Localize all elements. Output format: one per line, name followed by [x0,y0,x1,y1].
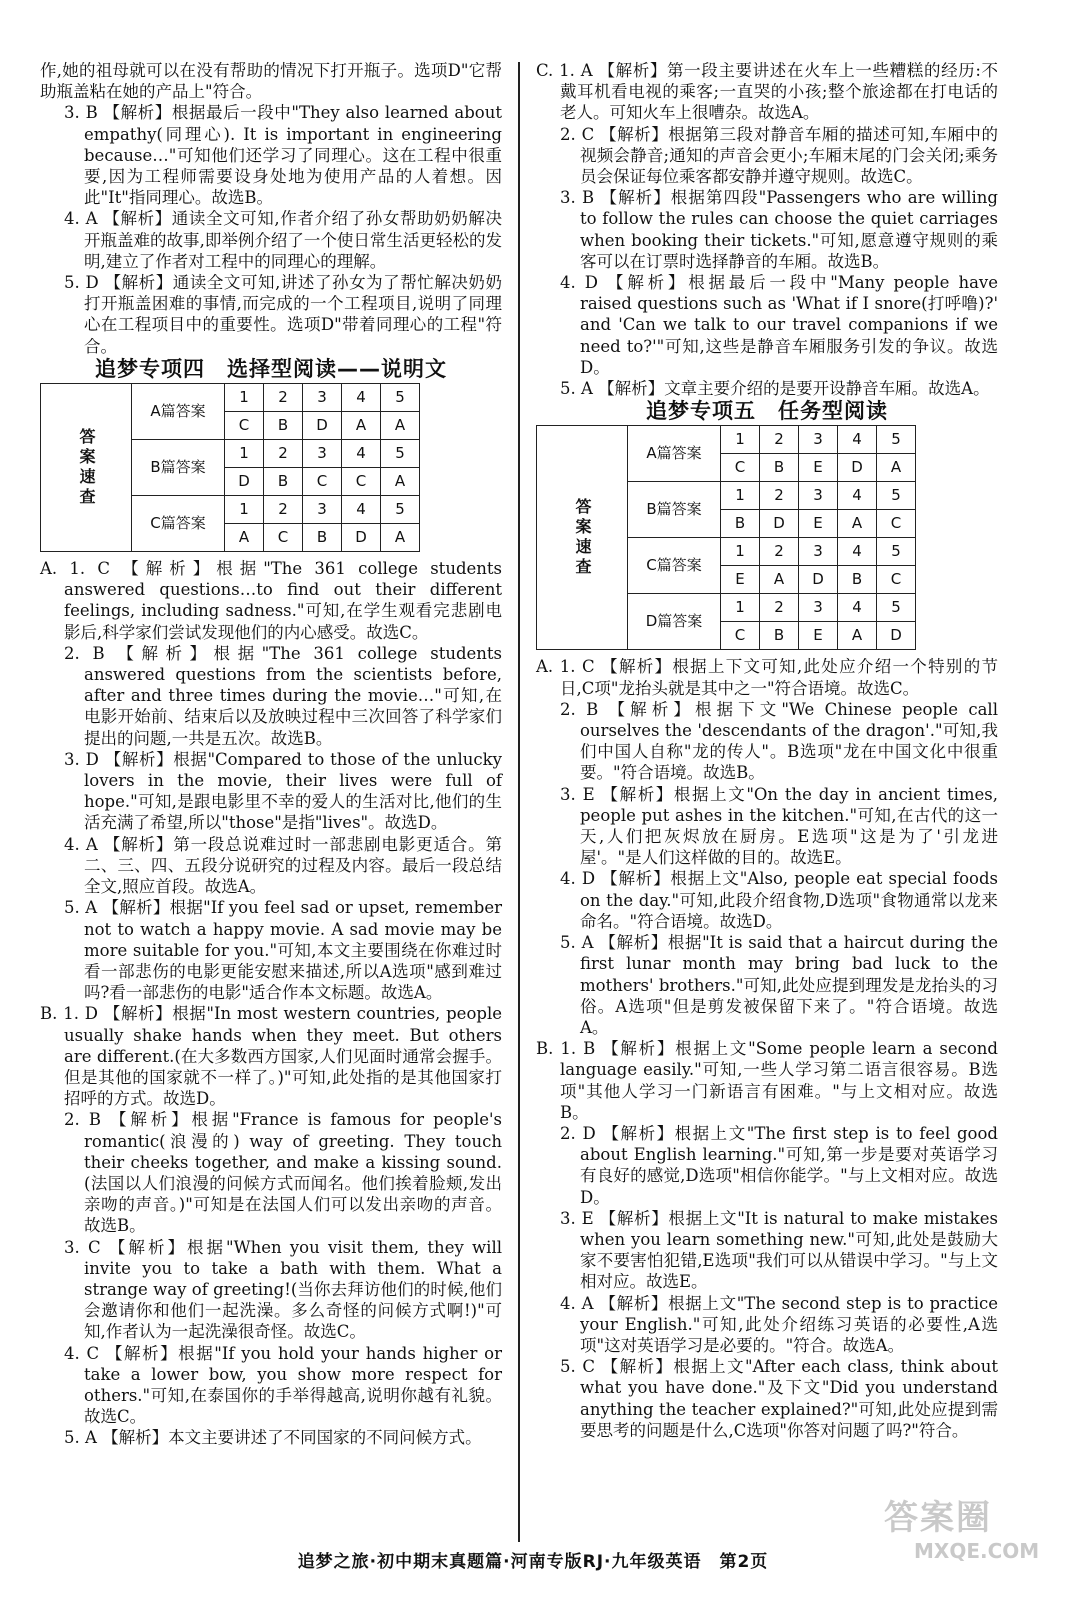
section-title-4: 追梦专项四 选择型阅读——说明文 [95,356,447,381]
answer-explanation: 3. E 【解析】根据上文"It is natural to make mistakes when you learn something new."可知,此处是鼓励大家不要害怕犯错,E选项"我们可以从错误中学习。"与上文相对应。故选E。 [560,1208,998,1292]
answer-explanation: 2. B 【解析】根据"The 361 college students answered questions from the scientists before, after and three times during the movie…"可知,在电影开始前、结束后以及放映过程中三次回答了科学家们提出的问题,一共是五次。故选B。 [64,643,502,748]
answer-explanation: 4. D 【解析】根据最后一段中"Many people have raised questions such as 'What if I snore(打呼噜)?' and 'Can we talk to our travel companions if we need to?'"可知,这些是静音车厢服务引发的争议。故选D。 [560,273,998,377]
right-items-block [536,656,998,1441]
table-question-number: 1 [225,384,264,412]
column-divider [518,62,520,1542]
table-question-number: 3 [303,384,342,412]
table-question-number: 3 [303,440,342,468]
table-question-number: 1 [721,482,760,510]
table-row-label: D篇答案 [628,594,721,650]
answer-explanation: 5. C 【解析】根据上文"After each class, think about what you have done."及下文"Did you understand anything the teacher explained?"可知,此处应提到需要思考的问题是什么,C选项"你答对问题了吗?"符合。 [560,1357,998,1440]
answer-explanation: 2. B 【解析】根据下文"We Chinese people call ourselves the 'descendants of the dragon'."可知,我们中国人自称"龙的传人"。B选项"龙在中国文化中很重要。"符合语境。故选B。 [560,699,998,783]
table-answer-cell: C [264,524,303,552]
table-answer-cell: D [760,510,799,538]
table-question-number: 5 [381,440,420,468]
table-answer-cell: C [877,566,916,594]
table-answer-cell: A [225,524,264,552]
answer-explanation: 5. A 【解析】文章主要介绍的是要开设静音车厢。故选A。 [560,379,990,399]
table-answer-cell: B [303,524,342,552]
table-question-number: 5 [381,496,420,524]
table-answer-cell: B [760,622,799,650]
table-answer-cell: D [303,412,342,440]
table-question-number: 2 [264,384,303,412]
page-footer: 追梦之旅·初中期末真题篇·河南专版RJ·九年级英语 第2页 [297,1552,769,1572]
table-question-number: 2 [264,496,303,524]
answer-explanation: B. 1. B 【解析】根据上文"Some people learn a second language easily."可知,一些人学习第二语言很容易。B选项"其他人学习一门新语言有困难。"与上文相对应。故选B。 [536,1039,998,1122]
table-answer-cell: C [225,412,264,440]
table-answer-cell: B [838,566,877,594]
table-question-number: 1 [721,426,760,454]
table-question-number: 4 [342,496,381,524]
table-answer-cell: A [877,454,916,482]
answer-explanation: 4. A 【解析】通读全文可知,作者介绍了孙女帮助奶奶解决开瓶盖难的故事,即举例介绍了一个使日常生活更轻松的发明,建立了作者对工程中的同理心的理解。 [64,209,502,271]
watermark-logo [884,1490,1044,1590]
table-answer-cell: A [342,412,381,440]
table-side-label: 答案速查 [537,426,628,650]
answer-explanation: 4. D 【解析】根据上文"Also, people eat special foods on the day."可知,此段介绍食物,D选项"食物通常以龙来命名。"符合语境。故选D。 [560,869,998,931]
left-column [40,60,502,1449]
table-question-number: 2 [760,426,799,454]
table-answer-cell: B [721,510,760,538]
table-answer-cell: A [381,468,420,496]
right-top-block [536,60,998,399]
table-answer-cell: B [760,454,799,482]
answer-explanation: 4. A 【解析】根据上文"The second step is to practice your English."可知,此处介绍练习英语的必要性,A选项"这对英语学习是必要的。"符合。故选A。 [560,1293,998,1355]
answer-table-5 [536,425,916,650]
answer-explanation: 5. D 【解析】通读全文可知,讲述了孙女为了帮忙解决奶奶打开瓶盖困难的事情,而完成的一个工程项目,说明了同理心在工程项目中的重要性。选项D"带着同理心的工程"符合。 [64,273,502,356]
answer-explanation: 4. A 【解析】第一段总说难过时一部悲剧电影更适合。第二、三、四、五段分说研究的过程及内容。最后一段总结全文,照应首段。故选A。 [64,834,502,897]
table-answer-cell: E [799,454,838,482]
answer-explanation: A. 1. C 【解析】根据上下文可知,此处应介绍一个特别的节日,C项"龙抬头就是其中之一"符合语境。故选C。 [536,657,998,698]
table-row-label: C篇答案 [628,538,721,594]
watermark-main: 答案圈 [884,1498,992,1538]
table-row-label: B篇答案 [628,482,721,538]
table-answer-cell: E [799,510,838,538]
table-question-number: 1 [225,496,264,524]
table-row-label: B篇答案 [132,440,225,496]
table-question-number: 3 [799,594,838,622]
table-row-label: A篇答案 [628,426,721,482]
table-answer-cell: E [799,622,838,650]
table-question-number: 1 [225,440,264,468]
table-question-number: 2 [760,538,799,566]
table-answer-cell: A [760,566,799,594]
table-answer-cell: D [225,468,264,496]
answer-explanation: B. 1. D 【解析】根据"In most western countries, people usually shake hands when they meet. But others are different.(在大多数西方国家,人们见面时通常会握手。但是其他的国家就不一样了。)"可知,此处指的是其他国家打招呼的方式。故选D。 [40,1004,502,1109]
right-column [536,60,998,1441]
watermark-sub: MXQE.COM [914,1539,1040,1563]
table-question-number: 5 [877,594,916,622]
table-question-number: 4 [838,538,877,566]
table-answer-cell: D [799,566,838,594]
table-question-number: 5 [877,426,916,454]
table-question-number: 5 [381,384,420,412]
table-answer-cell: A [381,412,420,440]
table-question-number: 4 [838,426,877,454]
table-answer-cell: D [342,524,381,552]
table-row-label: C篇答案 [132,496,225,552]
answer-explanation: 4. C 【解析】根据"If you hold your hands higher or take a lower bow, you show more respect for others."可知,在泰国你的手举得越高,说明你越有礼貌。故选C。 [64,1343,502,1427]
section-title-5: 追梦专项五 任务型阅读 [646,399,888,424]
left-intro-block [40,60,502,357]
table-question-number: 4 [838,482,877,510]
table-answer-cell: E [721,566,760,594]
answer-table-4 [40,383,420,552]
table-question-number: 3 [799,426,838,454]
answer-explanation: 3. B 【解析】根据第四段"Passengers who are willing to follow the rules can choose the quiet carriages when booking their tickets."可知,愿意遵守规则的乘客可以在订票时选择静音的车厢。故选B。 [560,188,998,271]
left-items-block [40,558,502,1449]
answer-explanation: A. 1. C 【解析】根据"The 361 college students answered questions…to find out their different feelings, including sadness."可知,在学生观看完悲剧电影后,科学家们尝试发现他们的内心感受。故选C。 [40,559,502,642]
table-answer-cell: C [721,622,760,650]
answer-explanation: 5. A 【解析】本文主要讲述了不同国家的不同问候方式。 [64,1428,482,1448]
table-question-number: 2 [760,594,799,622]
table-answer-cell: C [877,510,916,538]
table-question-number: 4 [342,384,381,412]
table-answer-cell: D [877,622,916,650]
answer-explanation: 作,她的祖母就可以在没有帮助的情况下打开瓶子。选项D"它帮助瓶盖粘在她的产品上"符合。 [40,61,502,102]
table-answer-cell: B [264,468,303,496]
answer-explanation: 3. B 【解析】根据最后一段中"They also learned about empathy(同理心). It is important in engineering because…"可知他们还学习了同理心。这在工程中很重要,因为工程师需要设身处地为使用产品的人着想。因此"It"指同理心。故选B。 [64,103,502,208]
answer-explanation: C. 1. A 【解析】第一段主要讲述在火车上一些糟糕的经历:不戴耳机看电视的乘客;一直哭的小孩;整个旅途都在打电话的老人。可知火车上很嘈杂。故选A。 [536,61,998,123]
table-question-number: 2 [264,440,303,468]
answer-explanation: 3. D 【解析】根据"Compared to those of the unlucky lovers in the movie, their lives were full of hope."可知,是跟电影里不幸的爱人的生活对比,他们的生活充满了希望,所以"those"是指"lives"。故选D。 [64,749,502,833]
answer-explanation: 2. D 【解析】根据上文"The first step is to feel good about English learning."可知,第一步是要对英语学习有良好的感觉,D选项"相信你能学。"与上文相对应。故选D。 [560,1123,998,1207]
table-answer-cell: A [838,510,877,538]
table-row-label: A篇答案 [132,384,225,440]
table-question-number: 4 [342,440,381,468]
table-answer-cell: C [721,454,760,482]
table-question-number: 1 [721,594,760,622]
table-question-number: 4 [838,594,877,622]
table-question-number: 3 [799,538,838,566]
table-question-number: 3 [799,482,838,510]
answer-explanation: 2. C 【解析】根据第三段对静音车厢的描述可知,车厢中的视频会静音;通知的声音会更小;车厢末尾的门会关闭;乘务员会保证每位乘客都安静并遵守规则。故选C。 [560,124,998,187]
table-side-label: 答案速查 [41,384,132,552]
table-question-number: 5 [877,482,916,510]
table-question-number: 3 [303,496,342,524]
table-question-number: 2 [760,482,799,510]
table-answer-cell: A [838,622,877,650]
table-answer-cell: C [303,468,342,496]
answer-explanation: 3. E 【解析】根据上文"On the day in ancient times, people put ashes in the kitchen."可知,在古代的这一天,人们把灰烬放在厨房。E选项"这是为了'引龙进屋'。"是人们这样做的目的。故选E。 [560,784,998,868]
table-answer-cell: B [264,412,303,440]
table-answer-cell: A [381,524,420,552]
answer-explanation: 2. B 【解析】根据"France is famous for people's romantic(浪漫的) way of greeting. They touch their cheeks together, and make a kissing sound.(法国以人们浪漫的问候方式而闻名。他们挨着脸颊,发出亲吻的声音。)"可知是在法国人们可以发出亲吻的声音。故选B。 [64,1110,502,1236]
table-answer-cell: D [838,454,877,482]
table-question-number: 5 [877,538,916,566]
table-question-number: 1 [721,538,760,566]
answer-explanation: 5. A 【解析】根据"It is said that a haircut during the first lunar month may bring bad luck to the mothers' brothers."可知,此处应提到理发是龙抬头的习俗。A选项"但是剪发被保留下来了。"符合语境。故选A。 [560,933,998,1037]
answer-explanation: 3. C 【解析】根据"When you visit them, they will invite you to take a bath with them. What a strange way of greeting!(当你去拜访他们的时候,他们会邀请你和他们一起洗澡。多么奇怪的问候方式啊!)"可知,作者认为一起洗澡很奇怪。故选C。 [64,1237,502,1342]
answer-explanation: 5. A 【解析】根据"If you feel sad or upset, remember not to watch a happy movie. A sad movie may be more suitable for you."可知,本文主要围绕在你难过时看一部悲伤的电影更能安慰来描述,所以A选项"感到难过吗?看一部悲伤的电影"适合作本文标题。故选A。 [64,898,502,1003]
table-answer-cell: C [342,468,381,496]
